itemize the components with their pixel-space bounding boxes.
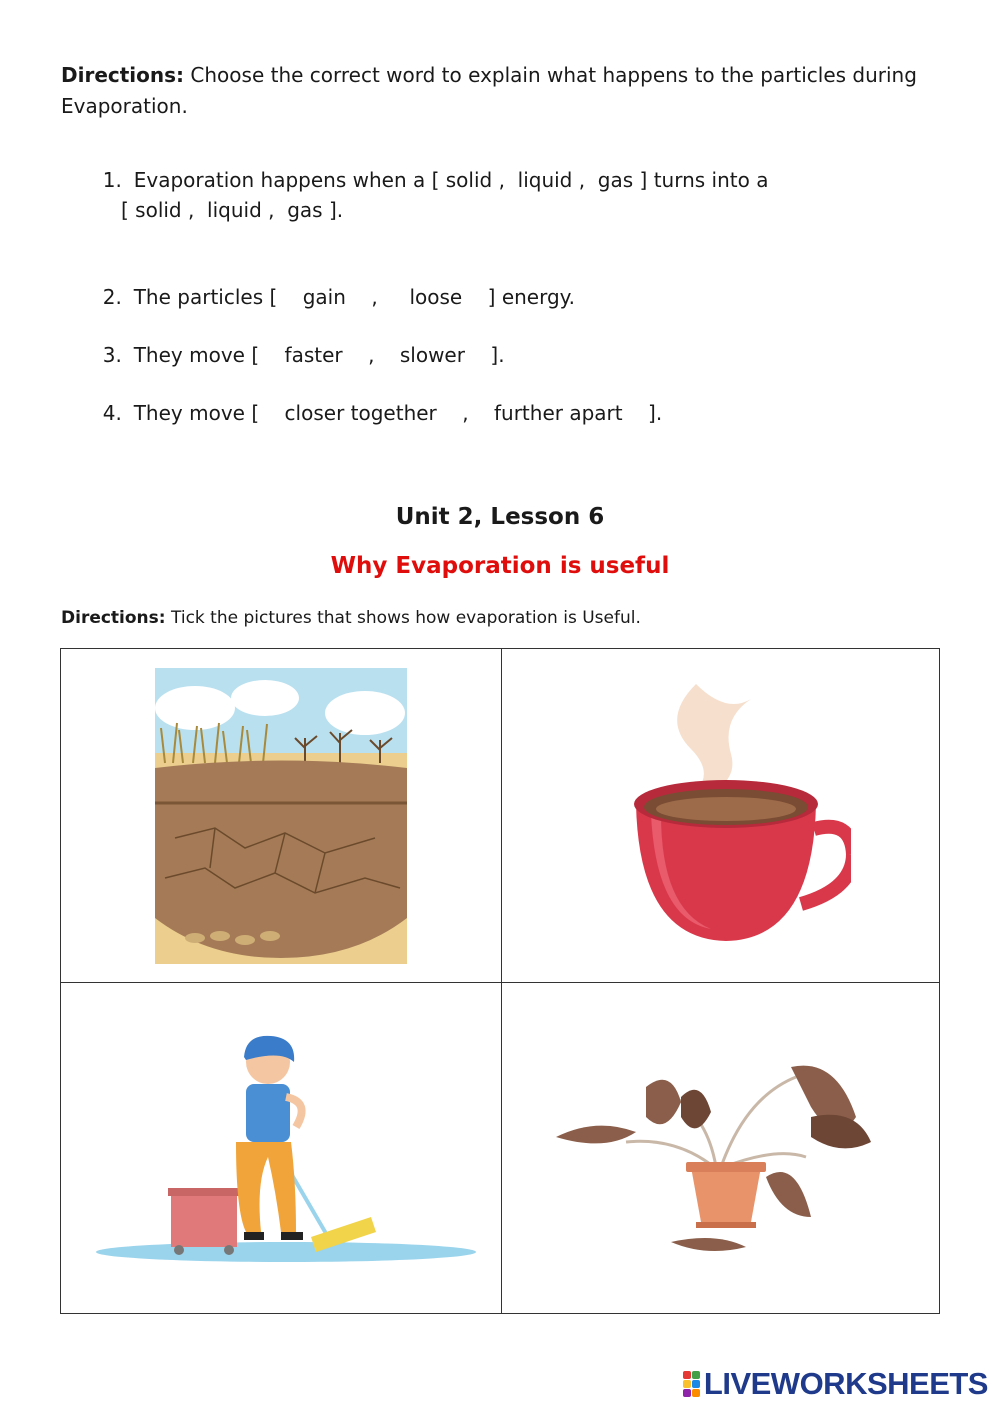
question-number: 4. <box>102 401 122 425</box>
directions-text: Tick the pictures that shows how evaporation is Useful. <box>165 608 641 628</box>
question-number: 3. <box>102 343 122 367</box>
unit-heading: Unit 2, Lesson 6 <box>395 504 605 530</box>
picture-cell-hot-cup[interactable] <box>501 649 941 982</box>
wilted-plant-icon <box>556 1057 876 1257</box>
directions-paragraph-2 <box>61 608 641 628</box>
directions-text: Choose the correct word to explain what happens to the particles during Evaporation. <box>61 63 917 118</box>
liveworksheets-logo-mark-icon <box>683 1371 700 1397</box>
liveworksheets-logo <box>683 1366 988 1402</box>
question-2 <box>90 255 575 311</box>
directions-label: Directions: <box>61 608 166 628</box>
question-number: 1. <box>102 168 122 192</box>
directions-label: Directions: <box>61 63 185 87</box>
question-text[interactable]: Evaporation happens when a [ solid , liquid , gas ] turns into a <box>133 168 769 192</box>
question-1-continuation[interactable]: [ solid , liquid , gas ]. <box>121 198 344 222</box>
directions-paragraph <box>61 60 951 122</box>
brand-text: LIVEWORKSHEETS <box>703 1366 988 1401</box>
hot-coffee-cup-icon <box>601 679 851 954</box>
picture-grid <box>60 648 940 1314</box>
question-4 <box>90 371 662 427</box>
question-text[interactable]: They move [ faster , slower ]. <box>133 343 505 367</box>
question-3 <box>90 313 505 369</box>
picture-cell-mopping[interactable] <box>61 982 501 1315</box>
lesson-title: Why Evaporation is useful <box>330 553 670 579</box>
question-number: 2. <box>102 285 122 309</box>
picture-cell-dried-pond[interactable] <box>61 649 501 982</box>
mopping-floor-icon <box>86 1032 476 1272</box>
picture-cell-wilted-plant[interactable] <box>501 982 941 1315</box>
question-text[interactable]: They move [ closer together , further apart ]. <box>133 401 663 425</box>
question-text[interactable]: The particles [ gain , loose ] energy. <box>133 285 576 309</box>
question-1 <box>90 138 768 194</box>
dried-pond-icon <box>155 668 407 964</box>
